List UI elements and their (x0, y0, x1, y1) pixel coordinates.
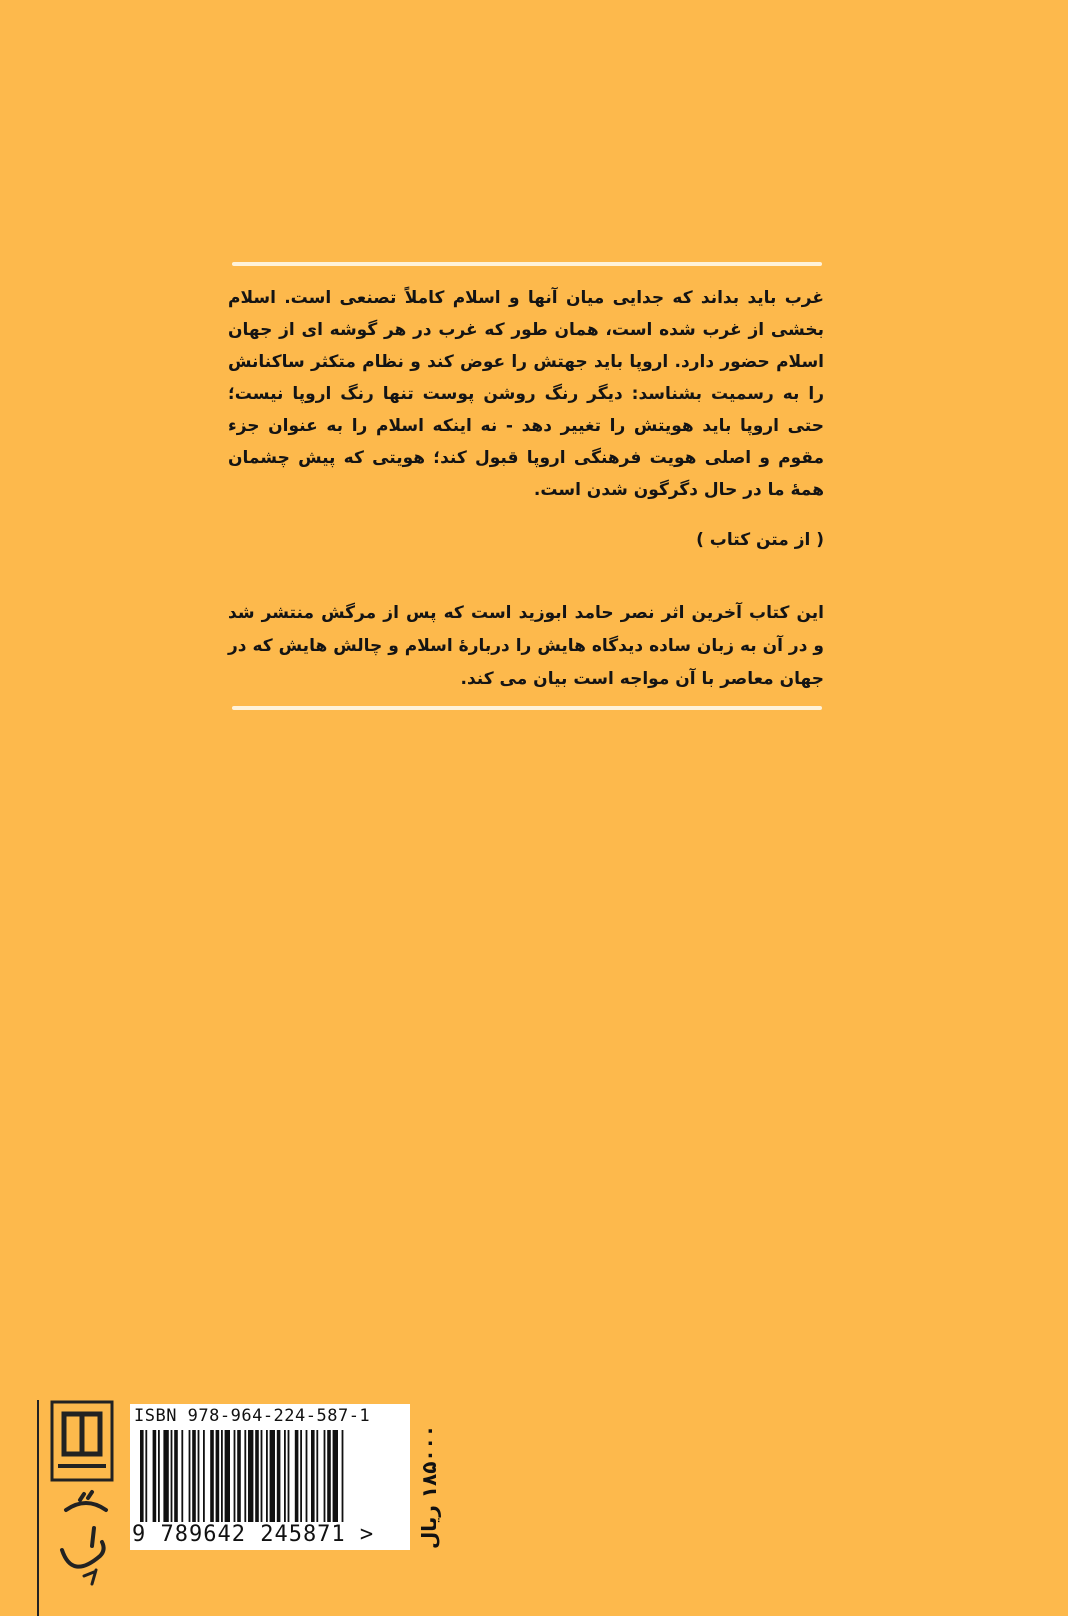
book-description: این کتاب آخرین اثر نصر حامد ابوزید است که پس از مرگش منتشر شد و در آن به زبان ساده دیدگاه هایش را دربارهٔ اسلام و چالش هایش که در جهان معاصر با آن مواجه است بیان می کند. (228, 603, 824, 689)
publisher-logo-icon (36, 1400, 122, 1616)
quote-source: ( از متن کتاب ) (696, 530, 824, 550)
barcode-digits: 9 789642 245871 > (132, 1522, 375, 1547)
barcode-bars (140, 1430, 400, 1522)
price-text: ۱۸۵۰۰۰ ریال (417, 1424, 441, 1550)
back-cover-quote: غرب باید بداند که جدایی میان آنها و اسلام کاملاً تصنعی است. اسلام بخشی از غرب شده است، همان طور که غرب در هر گوشه ای از جهان اسلام حضور دارد. اروپا باید جهتش را عوض کند و نظام متکثر ساکنانش را به رسمیت بشناسد: دیگر رنگ روشن پوست تنها رنگ اروپا نیست؛ حتی اروپا باید هویتش را تغییر دهد - نه اینکه اسلام را به عنوان جزء مقوم و اصلی هویت فرهنگی اروپا قبول کند؛ هویتی که پیش چشمان همهٔ ما در حال دگرگون شدن است. (228, 288, 824, 500)
isbn-barcode (130, 1404, 410, 1550)
bottom-divider (232, 706, 822, 710)
top-divider (232, 262, 822, 266)
price-label (412, 1412, 446, 1562)
isbn-label: ISBN 978-964-224-587-1 (134, 1406, 371, 1426)
